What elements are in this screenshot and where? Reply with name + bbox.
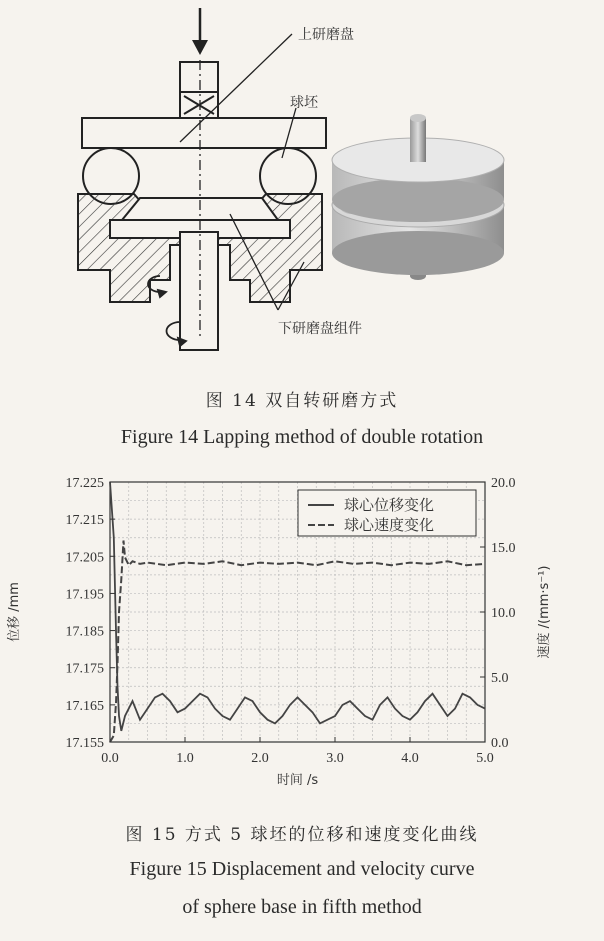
y-left-tick-label: 17.225: [65, 476, 104, 491]
y-right-tick-label: 0.0: [491, 736, 509, 751]
figure15-caption-en-line1: Figure 15 Displacement and velocity curve: [129, 858, 475, 880]
y-axis-left-label: 位移 /mm: [7, 582, 22, 642]
label-lower-disc-assembly: 下研磨盘组件: [278, 321, 362, 337]
x-tick-label: 2.0: [251, 751, 269, 766]
y-left-tick-label: 17.165: [65, 698, 104, 714]
figure15-caption-en-line2: of sphere base in fifth method: [182, 896, 422, 918]
y-left-tick-label: 17.185: [65, 624, 104, 640]
x-tick-label: 5.0: [476, 751, 494, 766]
y-right-tick-label: 15.0: [491, 541, 516, 556]
displacement-velocity-chart: [0, 460, 604, 805]
legend-entry-label: 球心位移变化: [344, 496, 435, 514]
load-arrow-icon: [192, 8, 208, 55]
legend-entry-label: 球心速度变化: [344, 516, 435, 534]
y-right-tick-label: 20.0: [491, 476, 516, 491]
y-axis-right-label: 速度 /(mm·s⁻¹): [537, 565, 552, 659]
y-left-tick-label: 17.195: [65, 587, 104, 603]
disc-assembly-3d-render: [332, 114, 504, 280]
y-left-tick-label: 17.215: [65, 513, 104, 529]
y-left-tick-label: 17.205: [65, 550, 104, 566]
x-tick-label: 0.0: [101, 751, 119, 766]
figure14-caption-en: Figure 14 Lapping method of double rotation: [120, 426, 484, 448]
x-tick-label: 3.0: [326, 751, 344, 766]
y-right-tick-label: 5.0: [491, 671, 509, 686]
x-tick-label: 4.0: [401, 751, 419, 766]
upper-shaft: [180, 62, 218, 118]
y-left-tick-label: 17.155: [65, 736, 104, 751]
lower-shaft: [180, 232, 218, 350]
y-left-tick-label: 17.175: [65, 661, 104, 677]
figure14-caption-zh: 图 14 双自转研磨方式: [205, 391, 399, 411]
y-right-tick-label: 10.0: [491, 606, 516, 621]
figure15-caption-zh: 图 15 方式 5 球坯的位移和速度变化曲线: [125, 825, 479, 845]
x-tick-label: 1.0: [176, 751, 194, 766]
label-upper-disc: 上研磨盘: [298, 27, 354, 43]
chart-legend: [298, 490, 476, 536]
x-axis-label: 时间 /s: [276, 773, 319, 788]
label-sphere-blank: 球坯: [290, 95, 318, 111]
